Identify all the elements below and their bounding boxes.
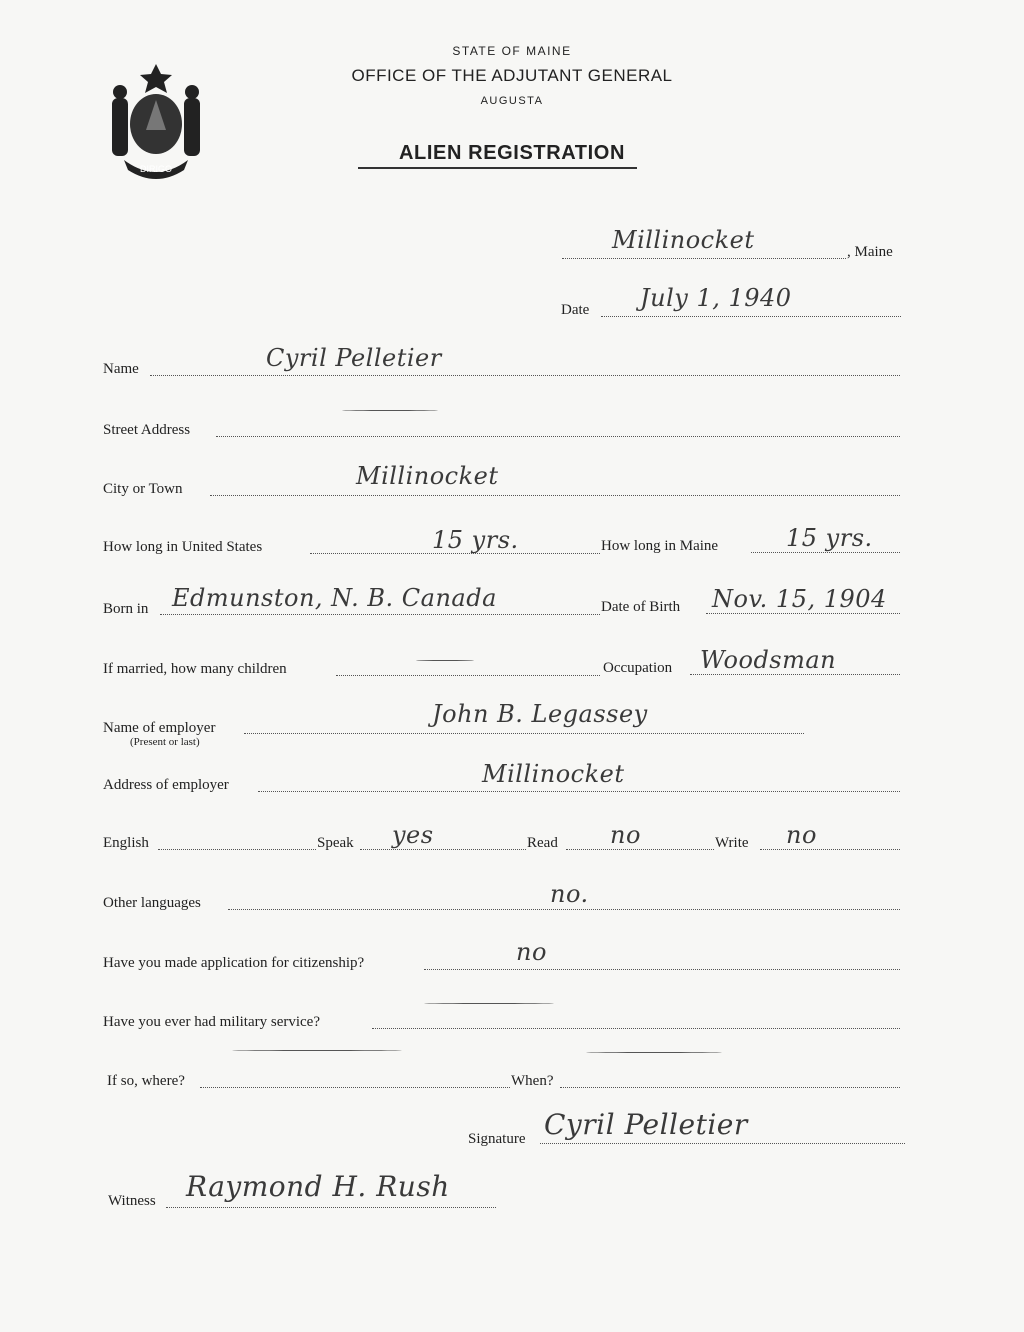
married-label: If married, how many children [103, 661, 287, 677]
street-line [216, 436, 900, 437]
read-value: no [610, 821, 641, 849]
name-value: Cyril Pelletier [266, 344, 442, 372]
employer-note: (Present or last) [130, 736, 200, 748]
married-blank-dash [416, 660, 474, 661]
seal-motto: DIRIGO [139, 164, 173, 174]
date-of-birth-label: Date of Birth [601, 599, 681, 615]
other-languages-label: Other languages [103, 895, 201, 911]
write-value: no [786, 821, 817, 849]
town-line [562, 258, 846, 259]
citizenship-line [424, 969, 900, 970]
read-label: Read [527, 835, 558, 851]
employer-label: Name of employer [103, 720, 216, 736]
header-office: OFFICE OF THE ADJUTANT GENERAL [351, 66, 673, 85]
employer-address-line [258, 791, 900, 792]
witness-value: Raymond H. Rush [186, 1170, 450, 1203]
speak-label: Speak [317, 835, 354, 851]
date-line [601, 316, 901, 317]
header-state: STATE OF MAINE [452, 44, 572, 58]
citizenship-value: no [516, 938, 547, 966]
read-line [566, 849, 714, 850]
citizenship-label: Have you made application for citizenship? [103, 955, 365, 971]
born-in-label: Born in [103, 601, 149, 617]
where-label: If so, where? [107, 1073, 185, 1089]
when-blank-dash [586, 1052, 722, 1053]
english-line [158, 849, 316, 850]
employer-address-value: Millinocket [482, 760, 625, 788]
maine-label: , Maine [847, 244, 893, 260]
how-long-maine-value: 15 yrs. [786, 524, 873, 552]
where-line [200, 1087, 510, 1088]
military-line [372, 1028, 900, 1029]
employer-address-label: Address of employer [103, 777, 229, 793]
witness-label: Witness [108, 1193, 156, 1209]
name-line [150, 375, 900, 376]
signature-line [540, 1143, 905, 1144]
town-value: Millinocket [612, 226, 755, 254]
employer-value: John B. Legassey [432, 700, 648, 728]
witness-line [166, 1207, 496, 1208]
date-of-birth-line [706, 613, 900, 614]
how-long-maine-line [751, 552, 900, 553]
born-in-line [160, 614, 600, 615]
how-long-maine-label: How long in Maine [601, 538, 719, 554]
occupation-value: Woodsman [700, 646, 837, 674]
occupation-label: Occupation [603, 660, 673, 676]
date-value: July 1, 1940 [640, 284, 792, 312]
speak-line [360, 849, 526, 850]
occupation-line [690, 674, 900, 675]
how-long-us-label: How long in United States [103, 539, 263, 555]
header-city: AUGUSTA [480, 95, 544, 107]
signature-label: Signature [468, 1131, 526, 1147]
name-label: Name [103, 361, 139, 377]
military-label: Have you ever had military service? [103, 1014, 320, 1030]
street-blank-dash [342, 410, 438, 411]
signature-value: Cyril Pelletier [544, 1108, 748, 1141]
write-line [760, 849, 900, 850]
form-title: ALIEN REGISTRATION [399, 142, 625, 164]
other-languages-line [228, 909, 900, 910]
speak-value: yes [392, 821, 434, 849]
where-blank-dash [232, 1050, 402, 1051]
military-blank-dash [424, 1003, 554, 1004]
other-languages-value: no. [550, 880, 589, 908]
date-label: Date [561, 302, 590, 318]
title-underline [358, 167, 637, 169]
how-long-us-value: 15 yrs. [432, 526, 519, 554]
english-label: English [103, 835, 149, 851]
when-label: When? [511, 1073, 554, 1089]
city-label: City or Town [103, 481, 183, 497]
when-line [560, 1087, 900, 1088]
street-label: Street Address [103, 422, 191, 438]
married-line [336, 675, 600, 676]
employer-line [244, 733, 804, 734]
city-value: Millinocket [356, 462, 499, 490]
born-in-value: Edmunston, N. B. Canada [172, 584, 497, 612]
city-line [210, 495, 900, 496]
date-of-birth-value: Nov. 15, 1904 [712, 585, 887, 613]
write-label: Write [715, 835, 749, 851]
